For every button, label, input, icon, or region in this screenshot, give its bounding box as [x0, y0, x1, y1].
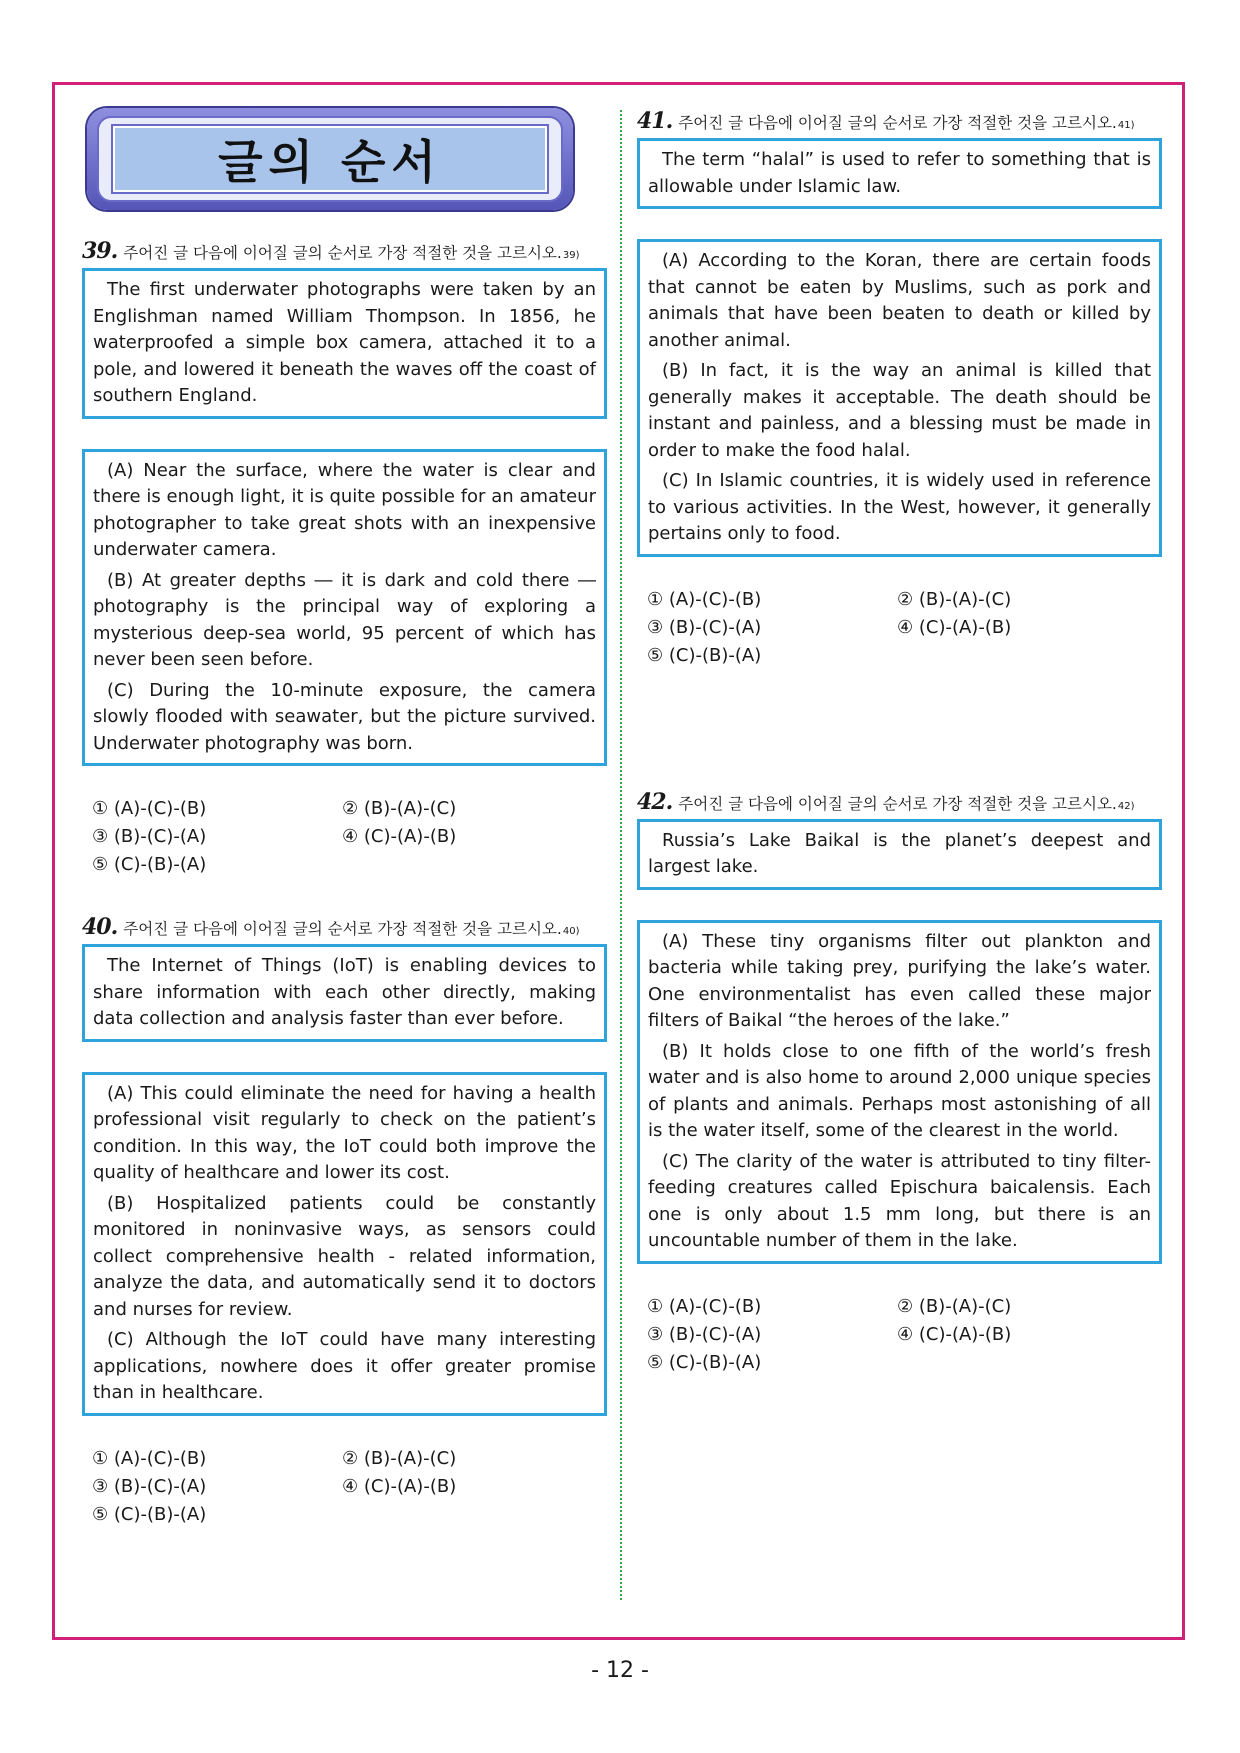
answer-choices: [637, 587, 1162, 669]
choice-2[interactable]: ② (B)-(A)-(C): [342, 798, 457, 819]
paragraph-b: (B) In fact, it is the way an animal is killed that generally makes it acceptable. The death should be instant and painless, and a blessing must be made in order to make the food halal.: [648, 360, 1151, 461]
paragraph-a: (A) According to the Koran, there are certain foods that cannot be eaten by Muslims, such as pork and animals that have been beaten to death or killed by another animal.: [648, 250, 1151, 351]
intro-passage: [82, 268, 607, 419]
question-number: 41.: [637, 108, 673, 134]
passage-options: [82, 1072, 607, 1416]
question-instruction: 주어진 글 다음에 이어질 글의 순서로 가장 적절한 것을 고르시오.: [123, 244, 562, 262]
choice-1[interactable]: ① (A)-(C)-(B): [647, 588, 762, 610]
answer-choices: [82, 796, 607, 878]
page-number: - 12 -: [591, 1658, 649, 1683]
paragraph-b: (B) Hospitalized patients could be constantly monitored in noninvasive ways, as sensors could collect comprehensive health - related information, analyze the data, and automatically send it to doctors and nurses for review.: [93, 1192, 596, 1320]
passage-options: [637, 239, 1162, 557]
intro-passage: [637, 819, 1162, 890]
question-header: [637, 789, 1162, 815]
paragraph-a: (A) Near the surface, where the water is clear and there is enough light, it is quite possible for an amateur photographer to take great shots with an inexpensive underwater camera.: [93, 459, 596, 560]
paragraph-b: (B) At greater depths ― it is dark and cold there ― photography is the principal way of exploring a mysterious deep-sea world, 95 percent of which has never been seen before.: [93, 569, 596, 670]
paragraph-c: (C) Although the IoT could have many interesting applications, nowhere does it offer greater promise than in healthcare.: [93, 1329, 596, 1403]
left-column: [82, 108, 607, 1528]
footnote-ref: 41): [1117, 120, 1135, 131]
question-instruction: 주어진 글 다음에 이어질 글의 순서로 가장 적절한 것을 고르시오.: [678, 114, 1117, 132]
footnote-ref: 39): [562, 250, 580, 261]
paragraph-c: (C) The clarity of the water is attributed to tiny filter-feeding creatures called Epischura baicalensis. Each one is only about 1.5 mm long, but there is an uncountable number of them in the lake.: [648, 1150, 1151, 1251]
passage-options: [82, 449, 607, 767]
choice-3[interactable]: ③ (B)-(C)-(A): [647, 616, 762, 638]
intro-text: The term “halal” is used to refer to something that is allowable under Islamic law.: [648, 149, 1151, 197]
question-40: [82, 914, 607, 1528]
answer-choices: [637, 1294, 1162, 1376]
answer-choices: [82, 1446, 607, 1528]
question-number: 40.: [82, 914, 118, 940]
paragraph-c: (C) During the 10-minute exposure, the camera slowly flooded with seawater, but the picture survived. Underwater photography was born.: [93, 679, 596, 754]
choice-5[interactable]: ⑤ (C)-(B)-(A): [92, 854, 207, 875]
paragraph-b: (B) It holds close to one fifth of the world’s fresh water and is also home to around 2,000 unique species of plants and animals. Perhaps most astonishing of all is the water itself, some of the clearest in the world.: [648, 1040, 1151, 1141]
choice-3[interactable]: ③ (B)-(C)-(A): [647, 1323, 762, 1345]
question-instruction: 주어진 글 다음에 이어질 글의 순서로 가장 적절한 것을 고르시오.: [123, 920, 562, 938]
passage-options: [637, 920, 1162, 1264]
intro-text: Russia’s Lake Baikal is the planet’s deepest and largest lake.: [648, 829, 1151, 877]
choice-2[interactable]: ② (B)-(A)-(C): [897, 1295, 1012, 1317]
choice-1[interactable]: ① (A)-(C)-(B): [647, 1295, 762, 1317]
choice-2[interactable]: ② (B)-(A)-(C): [897, 588, 1012, 610]
right-column: [637, 108, 1162, 1376]
choice-5[interactable]: ⑤ (C)-(B)-(A): [647, 644, 762, 666]
column-divider: [620, 110, 622, 1600]
paragraph-a: (A) These tiny organisms filter out plankton and bacteria while taking prey, purifying the lake’s water. One environmentalist has even called these major filters of Baikal “the heroes of the lake.”: [648, 930, 1151, 1031]
choice-1[interactable]: ① (A)-(C)-(B): [92, 798, 207, 819]
question-41: [637, 108, 1162, 669]
question-39: [82, 238, 607, 878]
choice-4[interactable]: ④ (C)-(A)-(B): [897, 616, 1012, 638]
question-instruction: 주어진 글 다음에 이어질 글의 순서로 가장 적절한 것을 고르시오.: [678, 794, 1117, 813]
paragraph-a: (A) This could eliminate the need for having a health professional visit regularly to check on the patient’s condition. In this way, the IoT could both improve the quality of healthcare and lower its cost.: [93, 1082, 596, 1183]
question-number: 39.: [82, 238, 118, 264]
footnote-ref: 40): [562, 926, 580, 937]
choice-4[interactable]: ④ (C)-(A)-(B): [342, 1475, 457, 1497]
intro-passage: [82, 944, 607, 1042]
question-header: [637, 108, 1162, 134]
choice-3[interactable]: ③ (B)-(C)-(A): [92, 826, 207, 847]
paragraph-c: (C) In Islamic countries, it is widely used in reference to various activities. In the West, however, it generally pertains only to food.: [648, 470, 1151, 544]
footnote-ref: 42): [1117, 800, 1135, 812]
choice-3[interactable]: ③ (B)-(C)-(A): [92, 1475, 207, 1497]
question-42: [637, 789, 1162, 1376]
question-number: 42.: [637, 788, 673, 815]
choice-4[interactable]: ④ (C)-(A)-(B): [897, 1323, 1012, 1345]
intro-text: The Internet of Things (IoT) is enabling devices to share information with each other directly, making data collection and analysis faster than ever before.: [93, 955, 596, 1029]
choice-2[interactable]: ② (B)-(A)-(C): [342, 1447, 457, 1469]
choice-5[interactable]: ⑤ (C)-(B)-(A): [92, 1503, 207, 1525]
intro-text: The first underwater photographs were taken by an Englishman named William Thompson. In 1856, he waterproofed a simple box camera, attached it to a pole, and lowered it beneath the waves off the coast of southern England.: [93, 279, 596, 406]
choice-1[interactable]: ① (A)-(C)-(B): [92, 1447, 207, 1469]
choice-5[interactable]: ⑤ (C)-(B)-(A): [647, 1351, 762, 1373]
question-header: [82, 914, 607, 940]
question-header: [82, 238, 607, 264]
intro-passage: [637, 138, 1162, 209]
section-title: 글의 순서: [218, 135, 442, 189]
section-banner: [87, 108, 573, 210]
choice-4[interactable]: ④ (C)-(A)-(B): [342, 826, 457, 847]
